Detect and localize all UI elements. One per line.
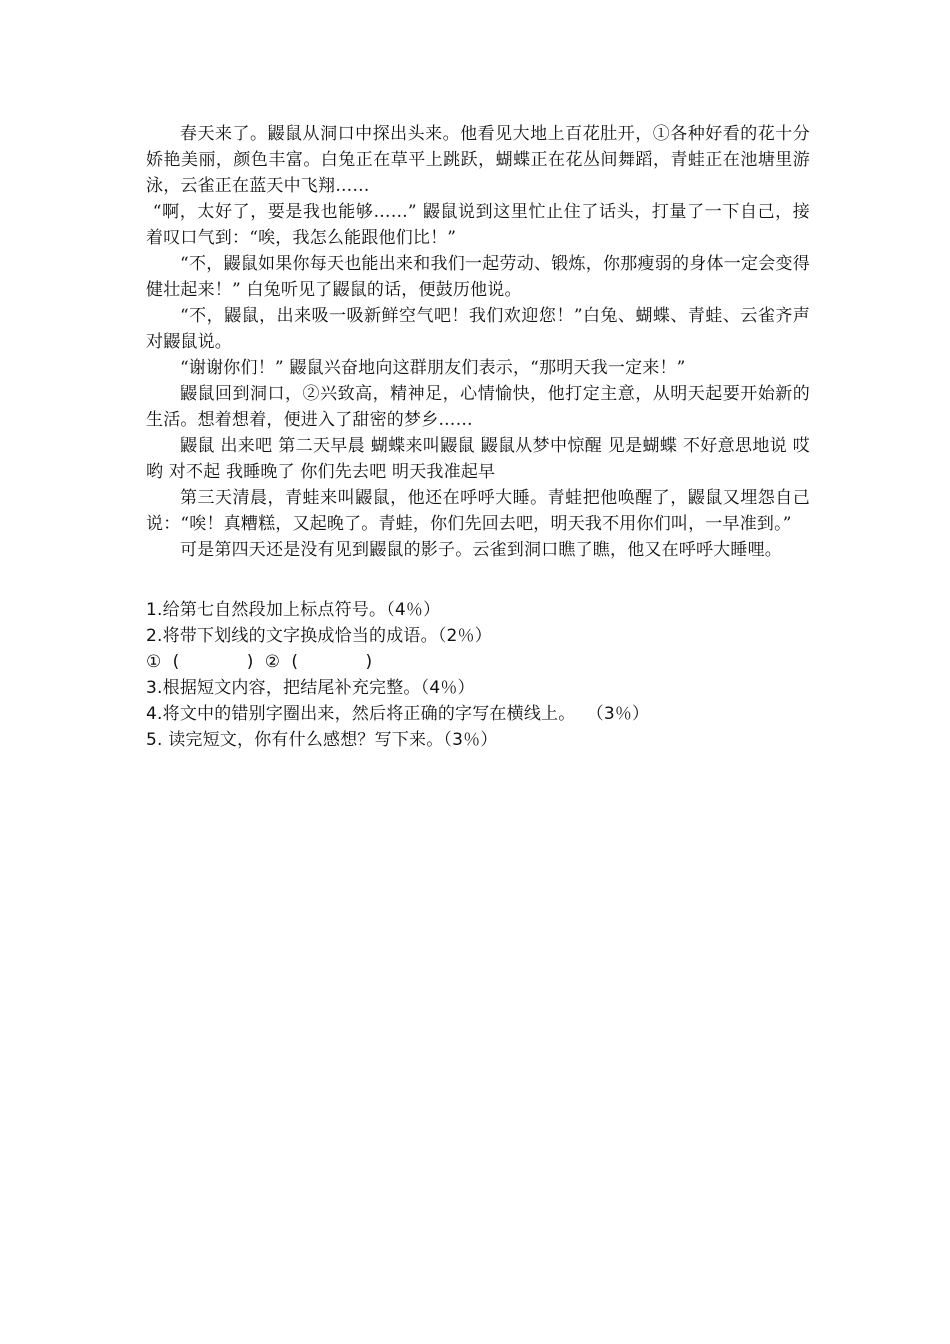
paragraph-2: “啊，太好了，要是我也能够……” 鼹鼠说到这里忙止住了话头，打量了一下自己，接着叹口气到：“唉，我怎么能跟他们比！”	[146, 202, 810, 248]
story-text	[146, 121, 810, 563]
document-page	[146, 121, 810, 753]
paragraph-8: 第三天清晨，青蛙来叫鼹鼠，他还在呼呼大睡。青蛙把他唤醒了，鼹鼠又埋怨自己说：“唉！真糟糕，又起晚了。青蛙，你们先回去吧，明天我不用你们叫，一早准到。”	[146, 488, 810, 534]
question-2-answer-blanks: ① ( ) ② ( )	[146, 652, 373, 672]
paragraph-9: 可是第四天还是没有见到鼹鼠的影子。云雀到洞口瞧了瞧，他又在呼呼大睡哩。	[180, 540, 782, 560]
question-list	[146, 597, 810, 753]
question-3: 3.根据短文内容，把结尾补充完整。（4％）	[146, 678, 475, 698]
paragraph-6: 鼹鼠回到洞口，②兴致高，精神足，心情愉快，他打定主意，从明天起要开始新的生活。想着想着，便进入了甜密的梦乡……	[146, 384, 810, 430]
paragraph-7: 鼹鼠 出来吧 第二天早晨 蝴蝶来叫鼹鼠 鼹鼠从梦中惊醒 见是蝴蝶 不好意思地说 哎哟 对不起 我睡晚了 你们先去吧 明天我准起早	[146, 436, 810, 482]
paragraph-4: “不，鼹鼠，出来吸一吸新鲜空气吧！我们欢迎您！”白兔、蝴蝶、青蛙、云雀齐声对鼹鼠说。	[146, 306, 810, 352]
question-1: 1.给第七自然段加上标点符号。（4％）	[146, 600, 441, 620]
paragraph-1: 春天来了。鼹鼠从洞口中探出头来。他看见大地上百花肚开，①各种好看的花十分娇艳美丽，颜色丰富。白兔正在草平上跳跃，蝴蝶正在花丛间舞蹈，青蛙正在池塘里游泳，云雀正在蓝天中飞翔……	[146, 124, 810, 196]
paragraph-5: “谢谢你们！” 鼹鼠兴奋地向这群朋友们表示，“那明天我一定来！”	[180, 358, 686, 378]
paragraph-3: “不，鼹鼠如果你每天也能出来和我们一起劳动、锻炼，你那瘦弱的身体一定会变得健壮起来！” 白兔听见了鼹鼠的话，便鼓历他说。	[146, 254, 810, 300]
question-5: 5. 读完短文，你有什么感想？写下来。（3％）	[146, 730, 498, 750]
question-2: 2.将带下划线的文字换成恰当的成语。（2％）	[146, 626, 492, 646]
question-4: 4.将文中的错别字圈出来，然后将正确的字写在横线上。 （3％）	[146, 704, 650, 724]
